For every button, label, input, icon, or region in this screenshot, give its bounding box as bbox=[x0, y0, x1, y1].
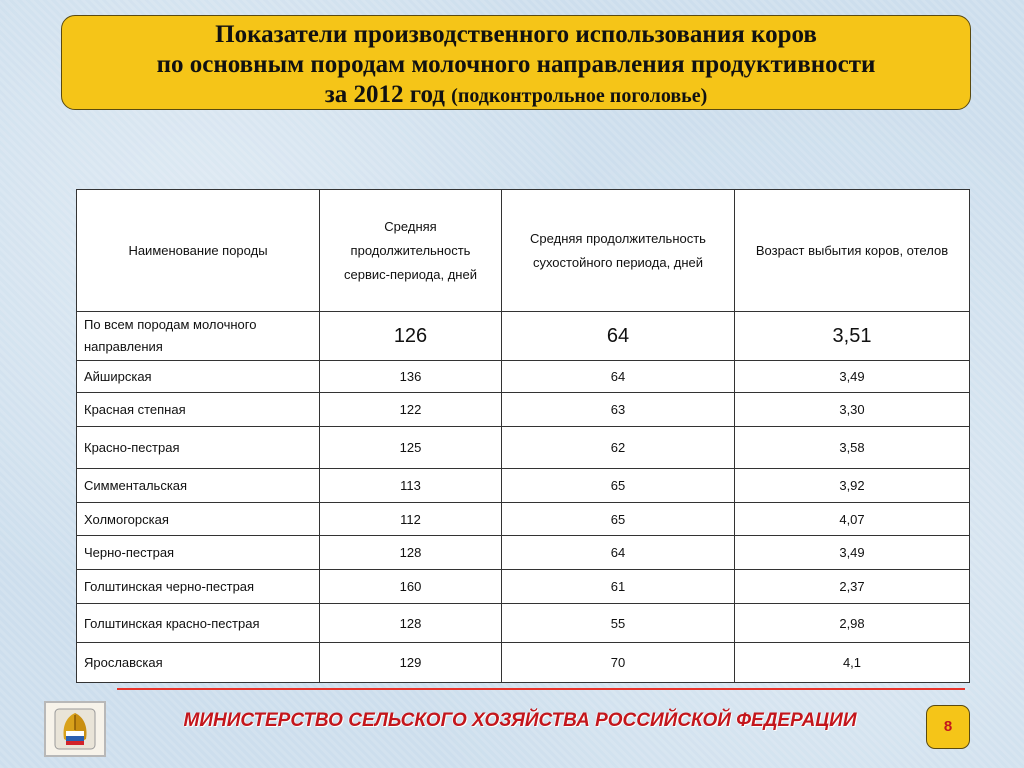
service-period-value: 129 bbox=[320, 643, 502, 683]
slide-title bbox=[61, 15, 971, 110]
culling-age-value: 3,51 bbox=[735, 312, 970, 361]
culling-age-value: 2,37 bbox=[735, 570, 970, 604]
title-line-1: Показатели производственного использования коров bbox=[215, 21, 817, 48]
breed-name: Голштинская черно-пестрая bbox=[77, 570, 320, 604]
header-service-period: Средняя продолжительность сервис-периода, дней bbox=[320, 190, 502, 312]
table-row bbox=[77, 536, 970, 570]
service-period-value: 112 bbox=[320, 503, 502, 536]
breed-name: Холмогорская bbox=[77, 503, 320, 536]
service-period-value: 136 bbox=[320, 361, 502, 393]
table-row-total bbox=[77, 312, 970, 361]
breed-name: Красная степная bbox=[77, 393, 320, 427]
table-row bbox=[77, 503, 970, 536]
service-period-value: 125 bbox=[320, 427, 502, 469]
service-period-value: 128 bbox=[320, 536, 502, 570]
table-row bbox=[77, 570, 970, 604]
breed-name: Черно-пестрая bbox=[77, 536, 320, 570]
ministry-emblem-icon bbox=[44, 701, 106, 757]
service-period-value: 113 bbox=[320, 469, 502, 503]
table-row bbox=[77, 469, 970, 503]
service-period-value: 160 bbox=[320, 570, 502, 604]
service-period-value: 128 bbox=[320, 604, 502, 643]
dry-period-value: 61 bbox=[502, 570, 735, 604]
culling-age-value: 4,07 bbox=[735, 503, 970, 536]
culling-age-value: 3,92 bbox=[735, 469, 970, 503]
header-culling-age: Возраст выбытия коров, отелов bbox=[735, 190, 970, 312]
table-header-row bbox=[77, 190, 970, 312]
title-line-3 bbox=[62, 80, 970, 111]
dry-period-value: 62 bbox=[502, 427, 735, 469]
dry-period-value: 64 bbox=[502, 361, 735, 393]
footer-divider bbox=[117, 688, 965, 690]
table-row bbox=[77, 427, 970, 469]
culling-age-value: 3,30 bbox=[735, 393, 970, 427]
title-year: за 2012 год bbox=[324, 81, 445, 108]
breed-name: Красно-пестрая bbox=[77, 427, 320, 469]
table-row bbox=[77, 604, 970, 643]
dry-period-value: 65 bbox=[502, 503, 735, 536]
culling-age-value: 3,49 bbox=[735, 536, 970, 570]
breed-name: Симментальская bbox=[77, 469, 320, 503]
dry-period-value: 55 bbox=[502, 604, 735, 643]
culling-age-value: 3,49 bbox=[735, 361, 970, 393]
breed-name: По всем породам молочного направления bbox=[77, 312, 320, 361]
table-row bbox=[77, 643, 970, 683]
table-row bbox=[77, 361, 970, 393]
table-row bbox=[77, 393, 970, 427]
service-period-value: 122 bbox=[320, 393, 502, 427]
service-period-value: 126 bbox=[320, 312, 502, 361]
ministry-name: МИНИСТЕРСТВО СЕЛЬСКОГО ХОЗЯЙСТВА РОССИЙСКОЙ ФЕДЕРАЦИИ bbox=[183, 710, 857, 731]
title-line-2: по основным породам молочного направления продуктивности bbox=[156, 51, 876, 78]
dry-period-value: 70 bbox=[502, 643, 735, 683]
culling-age-value: 4,1 bbox=[735, 643, 970, 683]
dry-period-value: 64 bbox=[502, 536, 735, 570]
header-dry-period: Средняя продолжительность сухостойного периода, дней bbox=[502, 190, 735, 312]
breed-name: Ярославская bbox=[77, 643, 320, 683]
dry-period-value: 63 bbox=[502, 393, 735, 427]
dry-period-value: 64 bbox=[502, 312, 735, 361]
title-subtitle: (подконтрольное поголовье) bbox=[451, 85, 708, 107]
page-number: 8 bbox=[926, 705, 970, 749]
breeds-table bbox=[76, 189, 970, 683]
breed-name: Голштинская красно-пестрая bbox=[77, 604, 320, 643]
culling-age-value: 3,58 bbox=[735, 427, 970, 469]
breed-name: Айширская bbox=[77, 361, 320, 393]
header-breed-name: Наименование породы bbox=[77, 190, 320, 312]
dry-period-value: 65 bbox=[502, 469, 735, 503]
culling-age-value: 2,98 bbox=[735, 604, 970, 643]
